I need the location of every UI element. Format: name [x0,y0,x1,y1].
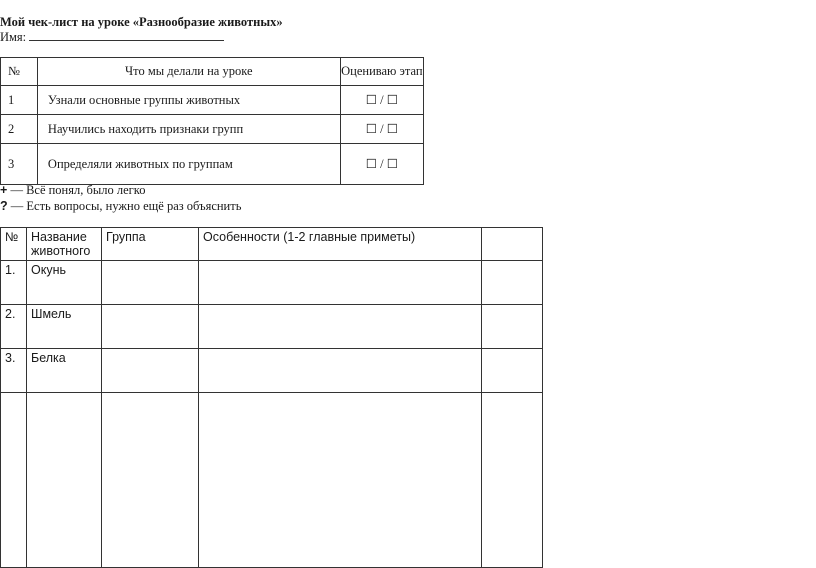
row-activity: Научились находить признаки групп [37,115,340,144]
empty-cell[interactable] [199,393,482,568]
row-number: 2 [1,115,38,144]
page-title: Мой чек-лист на уроке «Разнообразие животных» [0,15,283,29]
header-assessment: Оцениваю этап [340,58,423,86]
row-features-cell[interactable] [199,261,482,305]
row-activity: Определяли животных по группам [37,144,340,185]
row-activity: Узнали основные группы животных [37,86,340,115]
row-group-cell[interactable] [102,349,199,393]
legend-plus [0,183,145,198]
header-animal-name: Название животного [27,228,102,261]
table-row-empty [1,393,543,568]
row-extra-cell[interactable] [482,305,543,349]
row-extra-cell[interactable] [482,349,543,393]
table-row [1,144,424,185]
row-group-cell[interactable] [102,261,199,305]
plus-text: — Всё понял, было легко [7,183,146,197]
row-extra-cell[interactable] [482,261,543,305]
row-number: 1. [1,261,27,305]
empty-cell[interactable] [27,393,102,568]
row-number: 2. [1,305,27,349]
row-features-cell[interactable] [199,349,482,393]
row-features-cell[interactable] [199,305,482,349]
name-field [0,30,224,45]
legend-question [0,199,241,214]
header-number: № [1,58,38,86]
checklist-header-row [1,58,424,86]
row-checkboxes[interactable]: ☐ / ☐ [340,115,423,144]
row-animal-name: Окунь [27,261,102,305]
empty-cell[interactable] [482,393,543,568]
animals-header-row [1,228,543,261]
header-number: № [1,228,27,261]
header-activity: Что мы делали на уроке [37,58,340,86]
row-number: 3 [1,144,38,185]
row-animal-name: Белка [27,349,102,393]
row-checkboxes[interactable]: ☐ / ☐ [340,144,423,185]
empty-cell[interactable] [102,393,199,568]
table-row [1,261,543,305]
header-group: Группа [102,228,199,261]
table-row [1,349,543,393]
animals-table [0,227,543,568]
question-symbol: ? [0,199,8,213]
row-animal-name: Шмель [27,305,102,349]
name-blank-line[interactable] [29,30,224,41]
row-group-cell[interactable] [102,305,199,349]
header-extra [482,228,543,261]
row-number: 3. [1,349,27,393]
table-row [1,115,424,144]
empty-cell[interactable] [1,393,27,568]
row-number: 1 [1,86,38,115]
name-label: Имя: [0,30,27,44]
checklist-table [0,57,424,185]
question-text: — Есть вопросы, нужно ещё раз объяснить [7,199,242,213]
header-features: Особенности (1-2 главные приметы) [199,228,482,261]
plus-symbol: + [0,183,8,197]
row-checkboxes[interactable]: ☐ / ☐ [340,86,423,115]
table-row [1,305,543,349]
table-row [1,86,424,115]
